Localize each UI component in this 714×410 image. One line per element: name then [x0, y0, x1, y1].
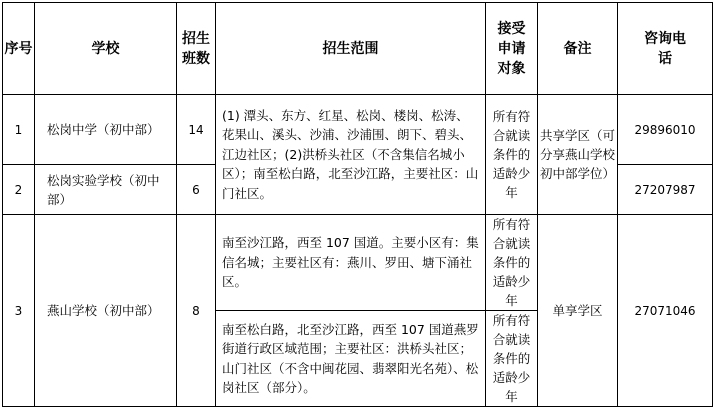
row-remark: 单享学区	[538, 215, 618, 407]
row-remark: 共享学区（可分享燕山学校初中部学位）	[538, 95, 618, 215]
row-phone: 27207987	[618, 165, 713, 215]
row-scope: 南至松白路，北至沙江路，西至 107 国道燕罗街道行政区域范围；主要社区：洪桥头社区；山门社区（不含中闽花园、翡翠阳光名苑）、松岗社区（部分）。	[216, 311, 486, 407]
row-phone: 29896010	[618, 95, 713, 165]
row-classes: 6	[177, 165, 216, 215]
row-scope: (1) 潭头、东方、红星、松岗、楼岗、松涛、花果山、溪头、沙浦、沙浦围、朗下、碧头、江边社区；(2)洪桥头社区（不含集信名城小区）；南至松白路，北至沙江路，主要社区：山门社区。	[216, 95, 486, 215]
row-seq: 1	[3, 95, 35, 165]
header-classes: 招生班数	[177, 3, 216, 95]
row-target: 所有符合就读条件的适龄少年	[486, 95, 538, 215]
row-target: 所有符合就读条件的适龄少年	[486, 311, 538, 407]
header-seq: 序号	[3, 3, 35, 95]
enrollment-table	[2, 2, 713, 407]
row-school: 燕山学校（初中部）	[35, 215, 177, 407]
row-school: 松岗实验学校（初中部）	[35, 165, 177, 215]
table-row	[3, 95, 713, 165]
table-row	[3, 215, 713, 311]
row-seq: 2	[3, 165, 35, 215]
header-school: 学校	[35, 3, 177, 95]
row-scope: 南至沙江路，西至 107 国道。主要小区有：集信名城；主要社区有：燕川、罗田、塘下涌社区。	[216, 215, 486, 311]
header-scope: 招生范围	[216, 3, 486, 95]
row-classes: 8	[177, 215, 216, 407]
header-phone: 咨询电话	[618, 3, 713, 95]
row-phone: 27071046	[618, 215, 713, 407]
header-target: 接受申请对象	[486, 3, 538, 95]
row-school: 松岗中学（初中部）	[35, 95, 177, 165]
header-row	[3, 3, 713, 95]
header-remark: 备注	[538, 3, 618, 95]
row-seq: 3	[3, 215, 35, 407]
row-target: 所有符合就读条件的适龄少年	[486, 215, 538, 311]
row-classes: 14	[177, 95, 216, 165]
